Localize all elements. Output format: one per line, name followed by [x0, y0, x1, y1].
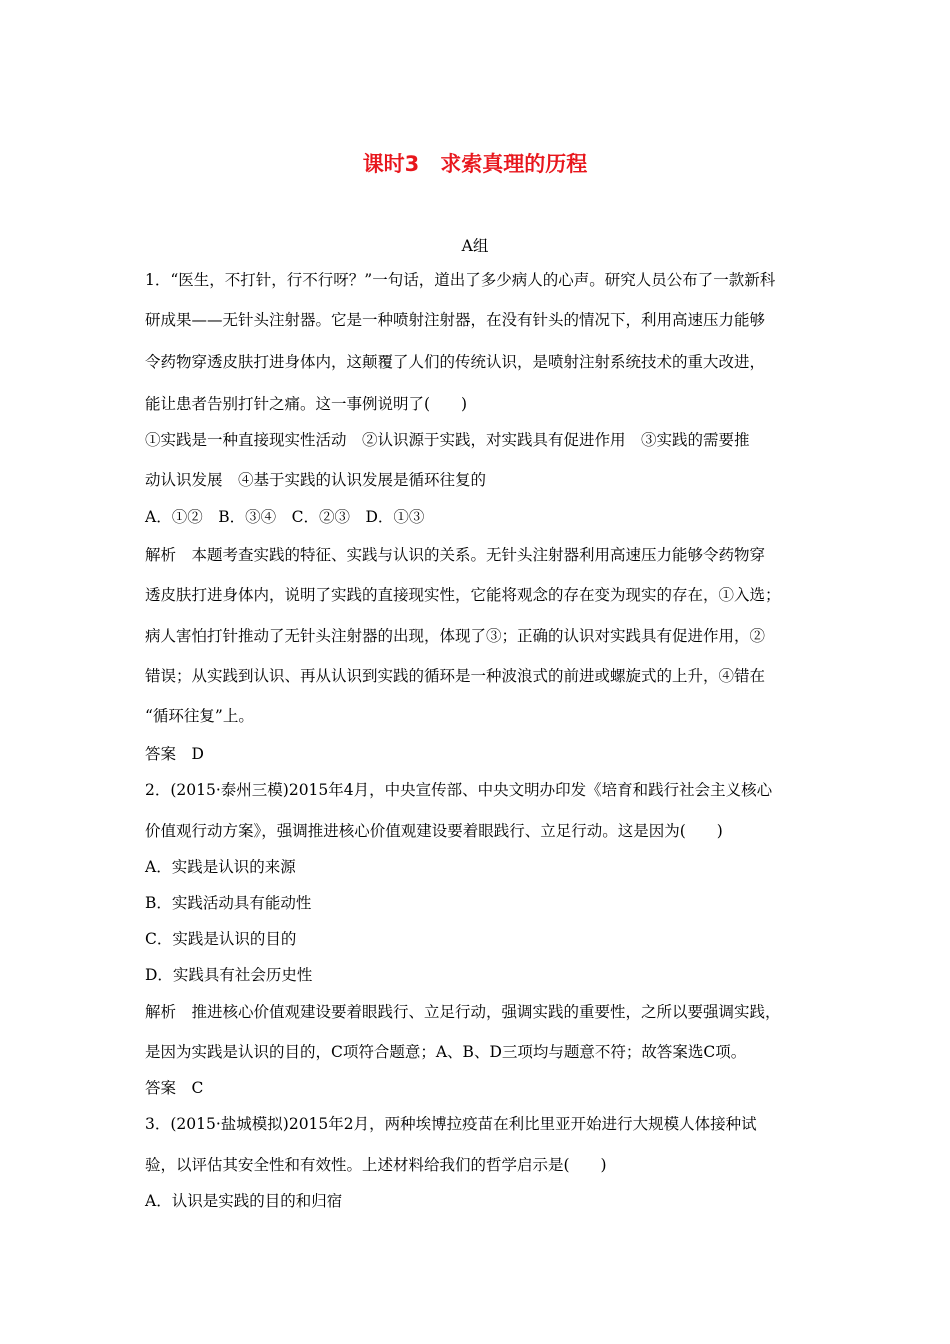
option-b: B．实践活动具有能动性: [145, 894, 312, 912]
option-a: A．认识是实践的目的和归宿: [145, 1192, 343, 1210]
option-a: A．实践是认识的来源: [145, 858, 296, 876]
answer-line: 答案 D: [145, 745, 204, 763]
answer-options: A．①② B．③④ C．②③ D．①③: [145, 508, 425, 526]
text-line: 是因为实践是认识的目的，C项符合题意；A、B、D三项均与题意不符；故答案选C项。: [145, 1043, 747, 1061]
text-line: 3．(2015·盐城模拟)2015年2月，两种埃博拉疫苗在利比里亚开始进行大规模人体接种试: [145, 1115, 757, 1133]
text-line: 动认识发展 ④基于实践的认识发展是循环往复的: [145, 471, 487, 489]
text-line: 验，以评估其安全性和有效性。上述材料给我们的哲学启示是( ): [145, 1156, 607, 1174]
text-line: 能让患者告别打针之痛。这一事例说明了( ): [145, 395, 468, 413]
text-line: 令药物穿透皮肤打进身体内，这颠覆了人们的传统认识，是喷射注射系统技术的重大改进，: [145, 353, 766, 371]
option-c: C．实践是认识的目的: [145, 930, 297, 948]
text-line: 错误；从实践到认识、再从认识到实践的循环是一种波浪式的前进或螺旋式的上升，④错在: [145, 667, 766, 685]
text-line: 1．“医生，不打针，行不行呀？”一句话，道出了多少病人的心声。研究人员公布了一款新科: [145, 271, 776, 289]
text-line: 病人害怕打针推动了无针头注射器的出现，体现了③；正确的认识对实践具有促进作用，②: [145, 627, 766, 645]
section-heading: A组: [461, 237, 489, 255]
answer-line: 答案 C: [145, 1079, 204, 1097]
text-line: 价值观行动方案》，强调推进核心价值观建设要着眼践行、立足行动。这是因为( ): [145, 822, 723, 840]
text-line: 2．(2015·泰州三模)2015年4月，中央宣传部、中央文明办印发《培育和践行社会主义核心: [145, 781, 773, 799]
text-line: 研成果——无针头注射器。它是一种喷射注射器，在没有针头的情况下，利用高速压力能够: [145, 311, 766, 329]
text-line: 透皮肤打进身体内，说明了实践的直接现实性，它能将观念的存在变为现实的存在，①入选；: [145, 586, 781, 604]
page-title: 课时3 求索真理的历程: [362, 152, 588, 176]
text-line: 解析 本题考查实践的特征、实践与认识的关系。无针头注射器利用高速压力能够令药物穿: [145, 546, 766, 564]
text-line: “循环往复”上。: [145, 707, 254, 725]
text-line: ①实践是一种直接现实性活动 ②认识源于实践，对实践具有促进作用 ③实践的需要推: [145, 431, 750, 449]
text-line: 解析 推进核心价值观建设要着眼践行、立足行动，强调实践的重要性，之所以要强调实践，: [145, 1003, 781, 1021]
option-d: D．实践具有社会历史性: [145, 966, 313, 984]
